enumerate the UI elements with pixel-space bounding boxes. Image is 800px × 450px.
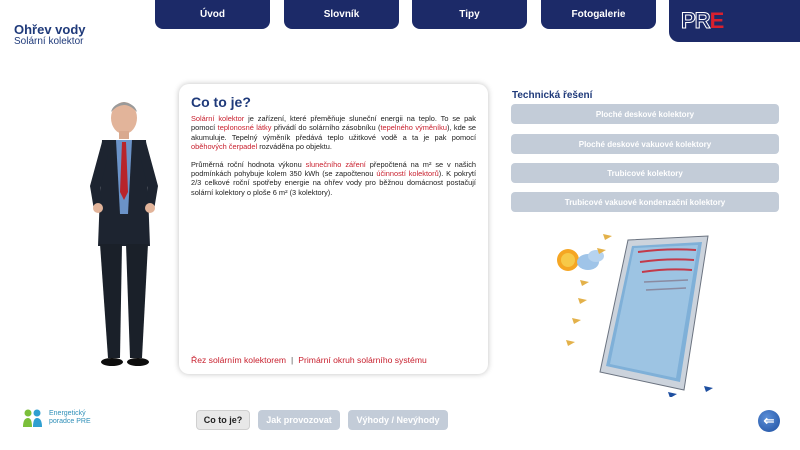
- tab-tipy[interactable]: Tipy: [412, 0, 527, 29]
- page-title: Ohřev vody: [14, 22, 86, 37]
- term-solarni-kolektor[interactable]: Solární kolektor: [191, 114, 245, 123]
- p1-text-f: ), kde se akumuluje. Tepelný výměník předává teplo užitkové vodě a ta je pak pomocí: [191, 123, 477, 142]
- p2-text-a: Průměrná roční hodnota výkonu: [191, 159, 306, 169]
- page-subtitle: Solární kolektor: [14, 36, 84, 47]
- tab-jak-provozovat[interactable]: Jak provozovat: [258, 410, 340, 430]
- logo-text-accent: E: [709, 8, 724, 33]
- term-ucinnosti-kolektoru[interactable]: účinností kolektorů: [376, 169, 439, 179]
- term-tepelneho-vymeniku[interactable]: tepelného výměníku: [380, 123, 447, 133]
- brand-logo: [22, 408, 91, 428]
- link-rez-kolektorem[interactable]: Řez solárním kolektorem: [191, 355, 287, 365]
- tab-slovnik[interactable]: Slovník: [284, 0, 399, 29]
- tab-co-to-je[interactable]: Co to je?: [196, 410, 250, 430]
- term-obehovych-cerpadel[interactable]: oběhových čerpadel: [191, 142, 258, 152]
- back-button[interactable]: [758, 410, 780, 432]
- term-slunecniho-zareni[interactable]: slunečního záření: [305, 159, 366, 169]
- term-teplonosne-latky[interactable]: teplonosné látky: [217, 123, 272, 133]
- person-figure: [88, 96, 160, 368]
- link-separator: |: [291, 355, 294, 365]
- tab-uvod[interactable]: Úvod: [155, 0, 270, 29]
- content-paragraph-2: [191, 160, 476, 198]
- content-paragraph-1: [191, 114, 476, 152]
- solar-collector-illustration: [548, 222, 718, 397]
- pre-logo: [669, 0, 800, 42]
- p1-text-b: je zařízení, které přeměňuje sluneční energii na teplo. To se pak pomocí: [191, 114, 476, 133]
- brand-line1: Energetický: [49, 410, 86, 417]
- p2-text-e: ). K pokrytí 2/3 celkové roční spotřeby energie na ohřev vody pro běžnou domácnost postačují solární kolektory o ploše 6 m² (3 kolektory).: [191, 169, 477, 197]
- related-links: [191, 355, 427, 365]
- tech-btn-trubicove-vakuove[interactable]: Trubicové vakuové kondenzační kolektory: [511, 192, 779, 212]
- content-heading: Co to je?: [191, 94, 251, 110]
- link-primarni-okruh[interactable]: Primární okruh solárního systému: [298, 355, 427, 365]
- tech-btn-ploche-vakuove[interactable]: Ploché deskové vakuové kolektory: [511, 134, 779, 154]
- tech-btn-ploche-deskove[interactable]: Ploché deskové kolektory: [511, 104, 779, 124]
- tech-btn-trubicove[interactable]: Trubicové kolektory: [511, 163, 779, 183]
- brand-line2: poradce PRE: [49, 418, 91, 425]
- tech-heading: Technická řešení: [512, 90, 593, 101]
- logo-text-main: PR: [681, 8, 710, 33]
- back-arrow-icon: ⇐: [763, 413, 775, 428]
- content-panel: [179, 84, 488, 374]
- p2-text-c: přepočtená na m² se v našich podmínkách pohybuje kolem 350 kWh (se započtenou: [191, 159, 476, 179]
- p1-text-d: přivádí do solárního zásobníku (: [271, 123, 381, 133]
- tab-vyhody-nevyhody[interactable]: Výhody / Nevýhody: [348, 410, 448, 430]
- brand-people-icon: [22, 408, 44, 428]
- p1-text-h: rozváděna po objektu.: [257, 142, 332, 152]
- tab-fotogalerie[interactable]: Fotogalerie: [541, 0, 656, 29]
